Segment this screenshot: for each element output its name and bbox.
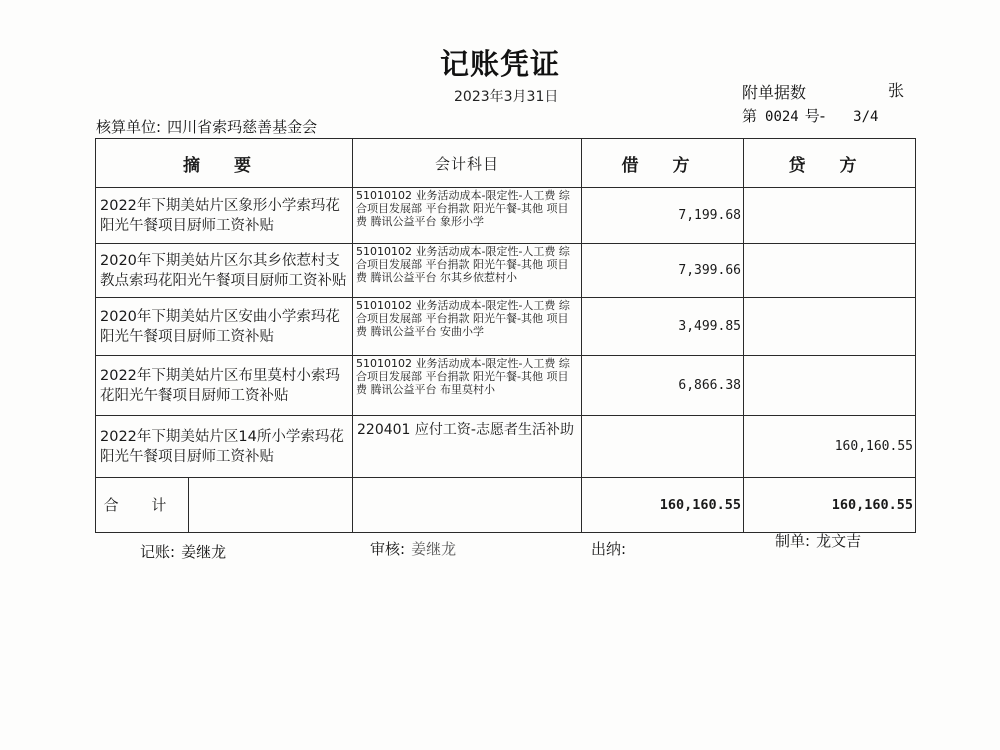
accounting-unit-label: 核算单位: xyxy=(96,118,162,136)
accounting-unit xyxy=(96,116,317,137)
row-summary: 2020年下期美姑片区尔其乡依惹村支教点索玛花阳光午餐项目厨师工资补贴 xyxy=(96,244,353,298)
preparer-name: 龙文吉 xyxy=(816,532,862,550)
row-subject: 220401 应付工资-志愿者生活补助 xyxy=(353,416,582,478)
row-subject: 51010102 业务活动成本-限定性-人工费 综合项目发展部 平台捐款 阳光午餐-其他 项目费 腾讯公益平台 尔其乡依惹村小 xyxy=(353,244,582,298)
preparer-label: 制单: xyxy=(775,532,811,550)
reviewer-name: 姜继龙 xyxy=(411,540,457,558)
row-summary: 2022年下期美姑片区象形小学索玛花阳光午餐项目厨师工资补贴 xyxy=(96,188,353,244)
voucher-suffix: 号- xyxy=(804,107,826,125)
row-credit xyxy=(744,244,916,298)
row-summary: 2020年下期美姑片区安曲小学索玛花阳光午餐项目厨师工资补贴 xyxy=(96,298,353,356)
total-subject-empty xyxy=(353,478,582,533)
row-credit xyxy=(744,356,916,416)
bookkeeper-name: 姜继龙 xyxy=(181,543,227,561)
attachments-label: 附单据数 xyxy=(742,83,807,102)
bookkeeper-label: 记账: xyxy=(140,543,176,561)
row-credit xyxy=(744,188,916,244)
table-row xyxy=(96,188,916,244)
footer-bookkeeper xyxy=(140,541,226,562)
row-summary: 2022年下期美姑片区14所小学索玛花阳光午餐项目厨师工资补贴 xyxy=(96,416,353,478)
total-row xyxy=(96,478,916,533)
total-label-text: 合 计 xyxy=(96,478,189,532)
voucher-date: 2023年3月31日 xyxy=(454,89,559,105)
row-subject: 51010102 业务活动成本-限定性-人工费 综合项目发展部 平台捐款 阳光午餐-其他 项目费 腾讯公益平台 安曲小学 xyxy=(353,298,582,356)
row-debit xyxy=(582,416,744,478)
row-credit xyxy=(744,298,916,356)
footer-reviewer xyxy=(370,538,456,559)
footer-cashier xyxy=(591,538,632,559)
row-debit: 3,499.85 xyxy=(582,298,744,356)
reviewer-label: 审核: xyxy=(370,540,406,558)
voucher-prefix: 第 xyxy=(742,107,758,125)
header-summary: 摘 要 xyxy=(96,139,353,188)
voucher-page: 3/4 xyxy=(853,109,879,125)
accounting-unit-name: 四川省索玛慈善基金会 xyxy=(167,118,318,136)
row-subject: 51010102 业务活动成本-限定性-人工费 综合项目发展部 平台捐款 阳光午餐-其他 项目费 腾讯公益平台 象形小学 xyxy=(353,188,582,244)
voucher-title: 记账凭证 xyxy=(440,47,561,81)
header-credit: 贷 方 xyxy=(744,139,916,188)
total-label xyxy=(96,478,353,533)
table-row xyxy=(96,298,916,356)
attachments-unit: 张 xyxy=(888,81,905,100)
table-row xyxy=(96,356,916,416)
voucher-number-value: 0024 xyxy=(765,109,799,125)
voucher-table xyxy=(95,138,916,533)
row-subject: 51010102 业务活动成本-限定性-人工费 综合项目发展部 平台捐款 阳光午餐-其他 项目费 腾讯公益平台 布里莫村小 xyxy=(353,356,582,416)
header-debit: 借 方 xyxy=(582,139,744,188)
row-summary: 2022年下期美姑片区布里莫村小索玛花阳光午餐项目厨师工资补贴 xyxy=(96,356,353,416)
total-debit: 160,160.55 xyxy=(582,478,744,533)
row-debit: 6,866.38 xyxy=(582,356,744,416)
total-credit: 160,160.55 xyxy=(744,478,916,533)
table-header-row xyxy=(96,139,916,188)
row-credit: 160,160.55 xyxy=(744,416,916,478)
cashier-label: 出纳: xyxy=(591,540,627,558)
row-debit: 7,199.68 xyxy=(582,188,744,244)
table-row xyxy=(96,244,916,298)
row-debit: 7,399.66 xyxy=(582,244,744,298)
table-row xyxy=(96,416,916,478)
voucher-number xyxy=(742,105,878,126)
footer-preparer xyxy=(775,530,861,551)
header-subject: 会计科目 xyxy=(353,139,582,188)
